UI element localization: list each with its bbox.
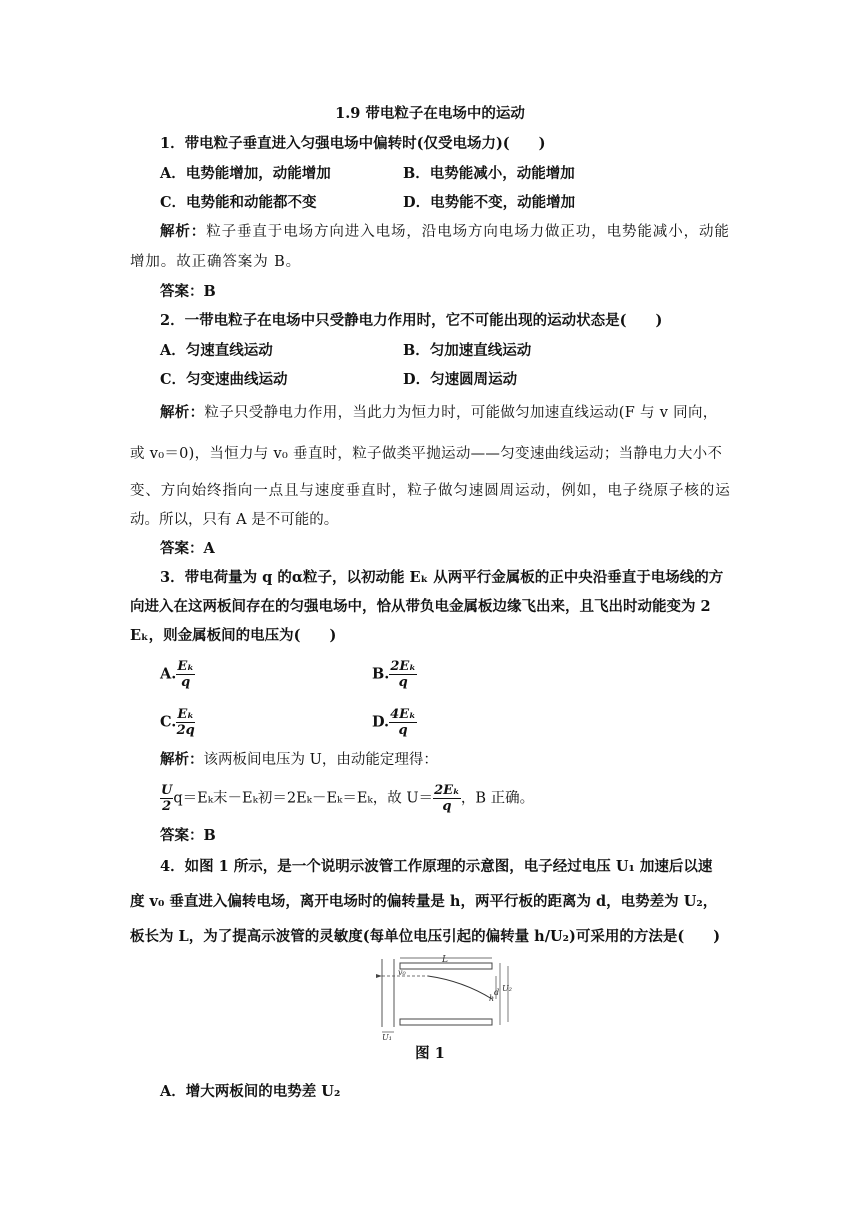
q3-answer: 答案：B [160,827,216,844]
q3-eq-result-numerator: 2Eₖ [434,783,460,798]
q1-option-a: A．电势能增加，动能增加 [160,165,331,182]
q3-option-c-fraction [176,708,195,737]
q3-option-c-numerator: Eₖ [177,707,195,722]
q3-option-b-label: B. [372,665,390,683]
q3-option-c-denominator: 2q [176,723,195,738]
q2-option-d: D．匀速圆周运动 [403,371,518,388]
u2-label: U₂ [502,984,512,993]
q3-option-a-denominator: q [181,675,191,690]
q4-option-a: A．增大两板间的电势差 U₂ [160,1083,341,1100]
q2-analysis-label: 解析： [160,404,205,421]
q3-option-a-fraction [176,660,195,689]
q1-analysis-label: 解析： [160,223,207,240]
q4-stem-line-2: 度 v₀ 垂直进入偏转电场，离开电场时的偏转量是 h，两平行板的距离为 d，电势差为 U₂， [130,893,718,910]
q2-option-a: A．匀速直线运动 [160,342,273,359]
q2-analysis-line-2: 或 v₀＝0)，当恒力与 v₀ 垂直时，粒子做类平抛运动——匀变速曲线运动；当静电力大小不 [130,446,723,462]
q3-option-c-label: C. [160,713,177,731]
figure-caption: 图 1 [415,1045,445,1062]
q3-eq-numerator: U [161,783,173,798]
q1-stem: 1．带电粒子垂直进入匀强电场中偏转时(仅受电场力)( ) [160,135,546,152]
q3-option-d-label: D. [372,713,390,731]
q1-option-d: D．电势能不变，动能增加 [403,194,576,211]
q3-option-a-label: A. [160,665,177,683]
length-label: L [442,955,448,965]
electron-beam-curve [428,976,492,999]
q1-option-c: C．电势能和动能都不变 [160,194,317,211]
q3-option-d-numerator: 4Eₖ [390,707,416,722]
electron-gun-icon [376,974,382,978]
q1-analysis-line-1 [160,222,730,242]
q2-analysis-line-4: 动。所以，只有 A 是不可能的。 [130,512,339,528]
d-label: d [494,988,500,997]
lower-deflection-plate [400,1019,492,1025]
q4-stem-line-1: 4．如图 1 所示，是一个说明示波管工作原理的示意图，电子经过电压 U₁ 加速后以速 [160,858,713,875]
q3-stem-line-1: 3．带电荷量为 q 的α粒子，以初动能 Eₖ 从两平行金属板的正中央沿垂直于电场线的方 [160,569,724,586]
q2-analysis-line-1 [160,403,718,423]
q3-option-c [160,708,195,737]
q2-stem: 2．一带电粒子在电场中只受静电力作用时，它不可能出现的运动状态是( ) [160,312,663,329]
q2-analysis-text-1: 粒子只受静电力作用，当此力为恒力时，可能做匀加速直线运动(F 与 v 同向， [204,405,718,421]
q3-stem-line-2: 向进入在这两板间存在的匀强电场中，恰从带负电金属板边缘飞出来，且飞出时动能变为 2 [130,598,711,615]
oscilloscope-diagram [368,955,518,1040]
q2-option-b: B．匀加速直线运动 [403,342,532,359]
q3-eq-result-fraction [433,784,461,813]
q3-option-d [372,708,417,737]
q2-option-c: C．匀变速曲线运动 [160,371,288,388]
h-label: h [489,994,495,1003]
q2-analysis-line-3: 变、方向始终指向一点且与速度垂直时，粒子做匀速圆周运动，例如，电子绕原子核的运 [130,483,731,499]
q3-option-b-numerator: 2Eₖ [390,659,417,674]
q3-eq-denominator: 2 [162,799,172,814]
q3-option-b [372,660,417,689]
q4-stem-line-3: 板长为 L，为了提高示波管的灵敏度(每单位电压引起的偏转量 h/U₂)可采用的方法是( ) [130,928,721,945]
q3-option-a-numerator: Eₖ [177,659,195,674]
page-title: 1.9 带电粒子在电场中的运动 [335,105,525,122]
q3-eq-result-denominator: q [442,799,452,814]
q3-option-d-denominator: q [398,723,408,738]
q3-eq-tail: ，B 正确。 [460,790,535,807]
q3-option-b-denominator: q [398,675,408,690]
q3-eq-middle: q＝Eₖ末－Eₖ初＝2Eₖ－Eₖ＝Eₖ，故 U＝ [173,790,434,807]
q3-eq-fraction [160,784,173,813]
q3-analysis-text-1: 该两板间电压为 U，由动能定理得： [203,752,438,768]
q3-equation [160,784,534,813]
q3-analysis-line-1 [160,750,438,770]
q3-analysis-label: 解析： [160,751,204,768]
q2-answer: 答案：A [160,540,215,557]
q1-answer: 答案：B [160,283,216,300]
v0-label: v₀ [398,968,406,977]
u1-label: U₁ [382,1033,392,1040]
q1-analysis-text-1: 粒子垂直于电场方向进入电场，沿电场方向电场力做正功，电势能减小，动能 [206,224,730,240]
q3-option-a [160,660,195,689]
q1-analysis-line-2: 增加。故正确答案为 B。 [130,254,302,270]
q1-option-b: B．电势能减小，动能增加 [403,165,575,182]
q3-stem-line-3: Eₖ，则金属板间的电压为( ) [130,627,337,644]
q3-option-b-fraction [389,660,417,689]
q3-option-d-fraction [389,708,417,737]
